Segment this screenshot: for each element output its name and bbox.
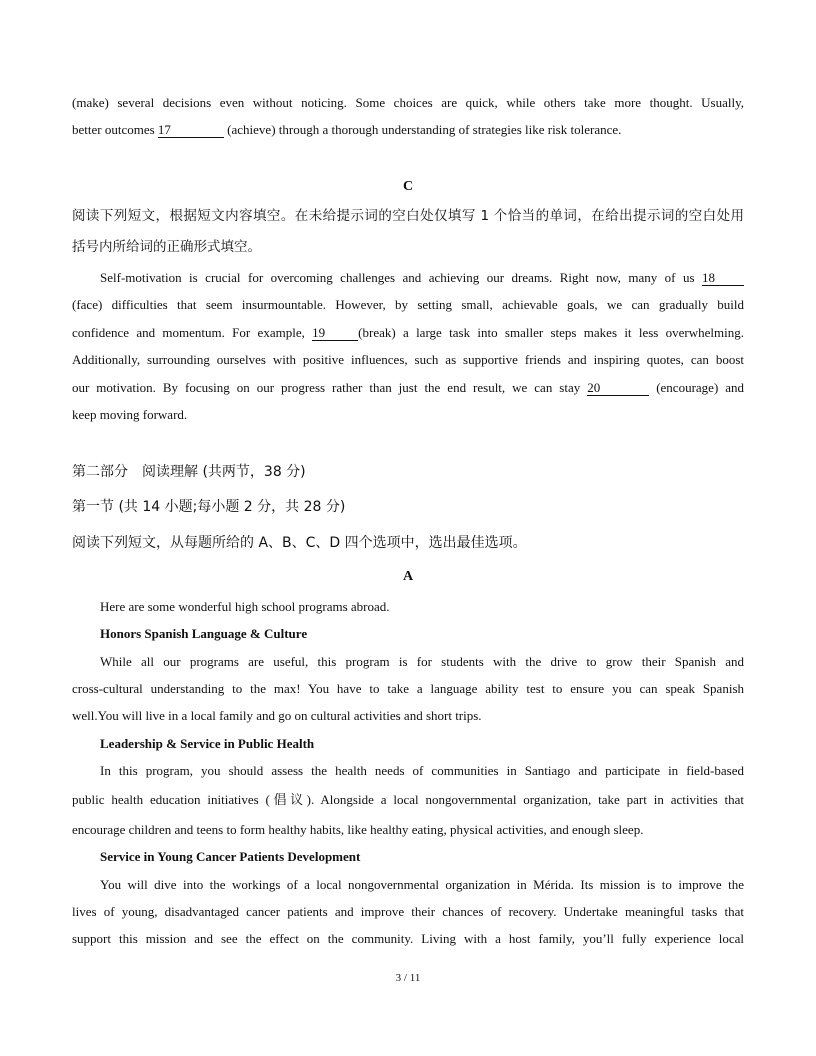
text-fragment: Self-motivation is crucial for overcoming challenges and achieving our dreams. Right now, many of us (100, 270, 695, 285)
text-line: You will dive into the workings of a local nongovernmental organization in Mérida. Its mission is to improve the (100, 877, 744, 892)
text-fragment: (break) a large task into smaller steps makes it less overwhelming. (358, 325, 744, 340)
answer-blank-19: 19 (312, 325, 358, 341)
text-line (72, 324, 744, 342)
text-fragment: better outcomes (72, 122, 155, 137)
program-heading: Honors Spanish Language & Culture (100, 626, 308, 641)
answer-blank-18: 18 (702, 270, 744, 286)
text-line: Additionally, surrounding ourselves with positive influences, such as supportive friends and inspiring quotes, can boost (72, 352, 744, 367)
program-heading: Leadership & Service in Public Health (100, 736, 315, 751)
text-fragment: our motivation. By focusing on our progress rather than just the end result, we can stay (72, 380, 581, 395)
section-letter: A (402, 569, 414, 584)
answer-blank-17: 17 (158, 122, 224, 138)
instruction-line: 阅读下列短文，从每题所给的 A、B、C、D 四个选项中，选出最佳选项。 (72, 535, 527, 551)
text-line: keep moving forward. (72, 407, 188, 422)
instruction-line: 阅读下列短文，根据短文内容填空。在未给提示词的空白处仅填写 1 个恰当的单词，在给出提示词的空白处用 (72, 208, 744, 224)
text-line: Here are some wonderful high school programs abroad. (100, 599, 390, 614)
program-heading: Service in Young Cancer Patients Development (100, 849, 361, 864)
page-number: 3 / 11 (395, 972, 421, 984)
text-line (72, 121, 744, 139)
text-line: (make) several decisions even without noticing. Some choices are quick, while others take more thought. Usually, (72, 95, 744, 110)
text-line: encourage children and teens to form healthy habits, like healthy eating, physical activities, and enough sleep. (72, 822, 644, 837)
text-line: well.You will live in a local family and go on cultural activities and short trips. (72, 708, 482, 723)
part-title: 第二部分 阅读理解 (共两节，38 分) (72, 464, 306, 480)
text-fragment: (achieve) through a thorough understanding of strategies like risk tolerance. (227, 122, 622, 137)
text-line: support this mission and see the effect on the community. Living with a host family, you’ll fully experience local (72, 931, 744, 946)
text-line: lives of young, disadvantaged cancer patients and improve their chances of recovery. Undertake meaningful tasks that (72, 904, 744, 919)
section-title: 第一节 (共 14 小题;每小题 2 分，共 28 分) (72, 499, 346, 515)
text-line: While all our programs are useful, this program is for students with the drive to grow their Spanish and (100, 654, 744, 669)
text-line: In this program, you should assess the health needs of communities in Santiago and participate in field-based (100, 763, 744, 778)
text-line: public health education initiatives (倡议). Alongside a local nongovernmental organization, take part in activities that (72, 792, 744, 807)
text-fragment: (encourage) and (656, 380, 745, 395)
text-line: (face) difficulties that seem insurmountable. However, by setting small, achievable goals, we can gradually build (72, 297, 744, 312)
text-line (72, 379, 744, 397)
text-fragment: confidence and momentum. For example, (72, 325, 305, 340)
answer-blank-20: 20 (587, 380, 649, 396)
text-line (100, 269, 744, 287)
instruction-line: 括号内所给词的正确形式填空。 (72, 239, 261, 255)
section-letter: C (402, 179, 414, 194)
text-line: cross-cultural understanding to the max! You have to take a language ability test to ensure you can speak Spanish (72, 681, 744, 696)
